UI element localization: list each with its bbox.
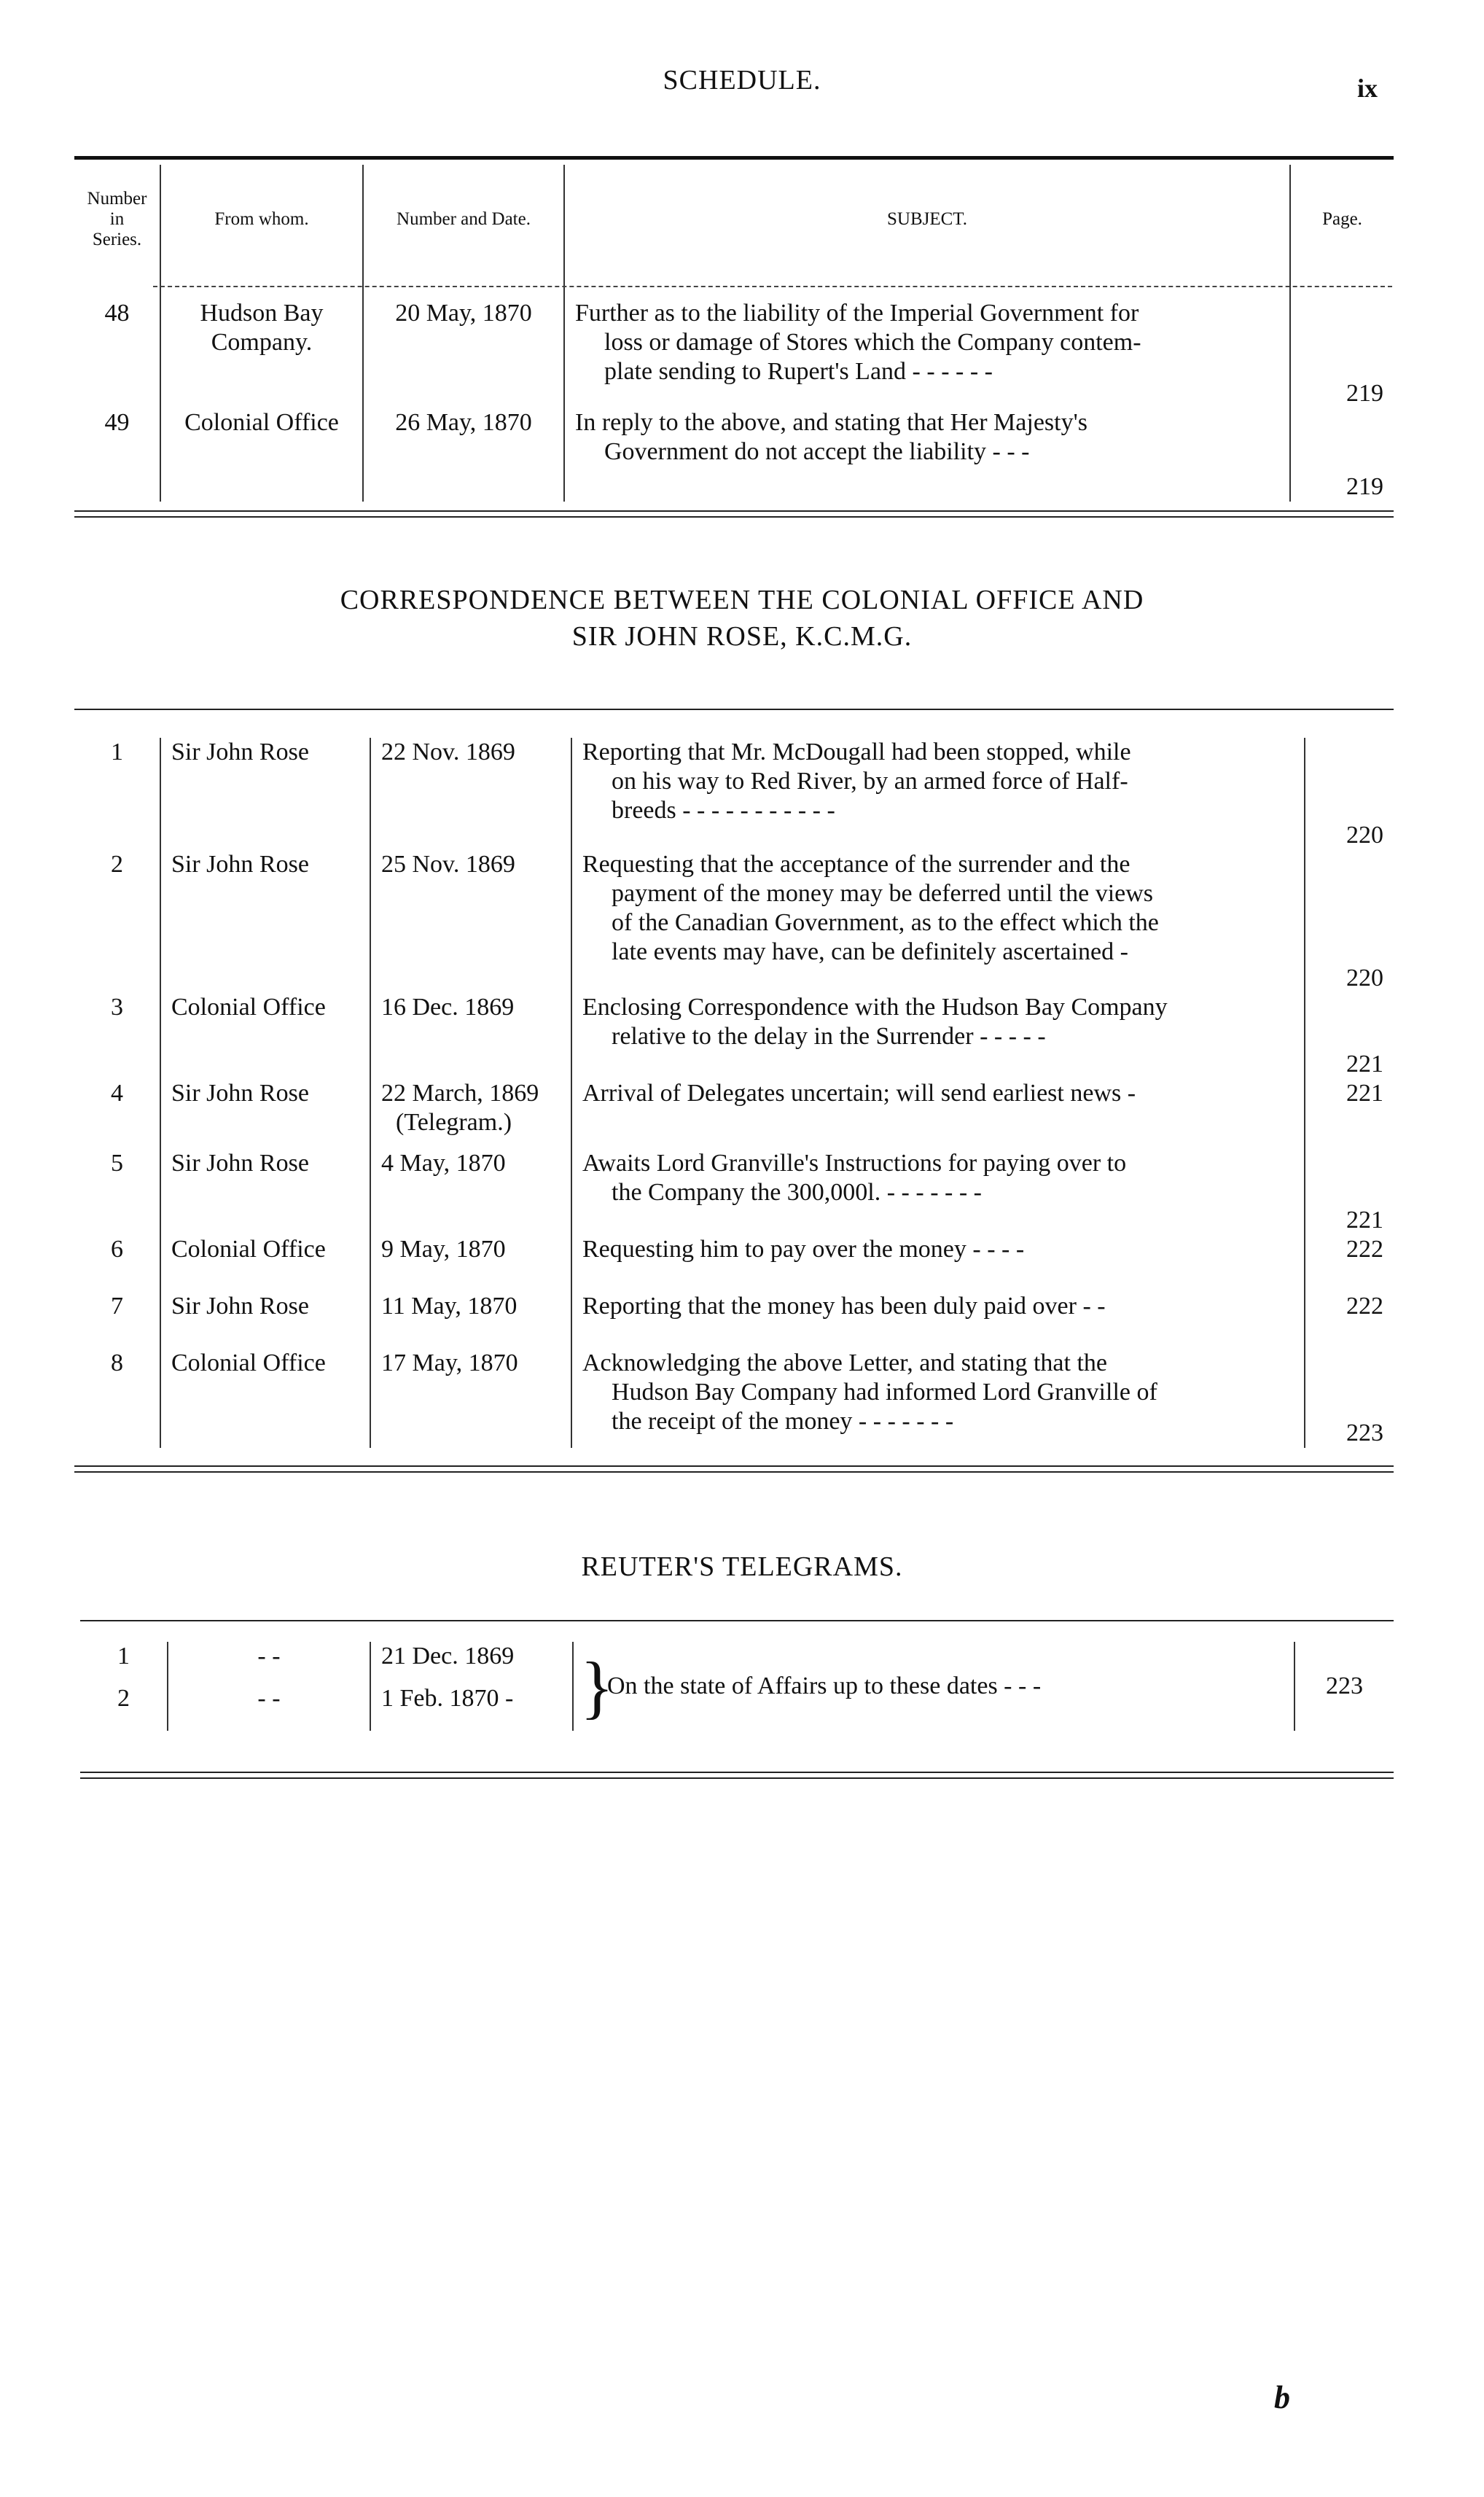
table-row	[74, 850, 1394, 993]
subject-line: Acknowledging the above Letter, and stating that the	[582, 1349, 1107, 1376]
header-number-in-series: Number in Series.	[87, 189, 147, 249]
row-date	[370, 1079, 571, 1149]
row-subject	[571, 1079, 1305, 1149]
signature-mark: b	[1274, 2380, 1290, 2415]
row-date: 9 May, 1870	[370, 1235, 571, 1292]
row-from: Sir John Rose	[160, 850, 370, 993]
row-page: 219	[1290, 299, 1394, 408]
subject-line: Requesting him to pay over the money - - - -	[582, 1236, 1025, 1263]
row-date: 20 May, 1870	[363, 299, 564, 408]
header-page: Page.	[1290, 165, 1394, 274]
subject-line: plate sending to Rupert's Land - - - - - -	[604, 358, 993, 385]
row-subject	[571, 738, 1305, 850]
subject-line: breeds - - - - - - - - - - -	[612, 797, 835, 824]
subject-line: loss or damage of Stores which the Company contem-	[604, 329, 1141, 356]
schedule-bottom-rule-2	[74, 516, 1394, 518]
header-subject: SUBJECT.	[564, 165, 1290, 274]
row-number: 8	[111, 1349, 123, 1376]
row-page: 221	[1305, 993, 1394, 1079]
row-date: 22 Nov. 1869	[370, 738, 571, 850]
schedule-table	[74, 165, 1394, 502]
row-page: 223	[1305, 1349, 1394, 1448]
table-row	[80, 1642, 1394, 1684]
table-row	[74, 738, 1394, 850]
row-number: 48	[104, 300, 130, 327]
subject-line: Government do not accept the liability - - -	[604, 438, 1030, 465]
subject-line: of the Canadian Government, as to the effect which the	[612, 909, 1159, 936]
row-date: 25 Nov. 1869	[370, 850, 571, 993]
table-row	[74, 1079, 1394, 1149]
row-number: 6	[111, 1236, 123, 1263]
row-subject	[571, 1149, 1305, 1235]
row-from: Colonial Office	[160, 408, 363, 502]
schedule-bottom-rule	[74, 510, 1394, 512]
table-row	[74, 299, 1394, 408]
row-from: Sir John Rose	[160, 1292, 370, 1349]
table-row	[74, 408, 1394, 502]
row-subject	[571, 1349, 1305, 1448]
row-subject	[571, 850, 1305, 993]
row-date: 17 May, 1870	[370, 1349, 571, 1448]
row-number: 7	[111, 1293, 123, 1320]
row-number: 4	[111, 1080, 123, 1107]
table-row	[74, 1149, 1394, 1235]
row-date: 21 Dec. 1869	[370, 1642, 573, 1684]
row-page: 221	[1305, 1149, 1394, 1235]
reuters-bottom-rule	[80, 1772, 1394, 1773]
subject-line: late events may have, can be definitely ascertained -	[612, 938, 1128, 965]
subject-line: In reply to the above, and stating that Her Majesty's	[575, 409, 1087, 436]
subject-line: Further as to the liability of the Imperial Government for	[575, 300, 1139, 327]
brace-icon: }	[580, 1648, 614, 1726]
subject-line: Requesting that the acceptance of the surrender and the	[582, 851, 1130, 878]
row-page: 219	[1290, 408, 1394, 502]
correspondence-heading-line1: CORRESPONDENCE BETWEEN THE COLONIAL OFFICE AND	[340, 585, 1144, 615]
row-page: 221	[1305, 1079, 1394, 1149]
row-from: Colonial Office	[160, 1349, 370, 1448]
row-date: 1 Feb. 1870 -	[370, 1684, 573, 1731]
reuters-table	[80, 1642, 1394, 1731]
table-row	[74, 1349, 1394, 1448]
row-from: Sir John Rose	[160, 738, 370, 850]
row-subject	[571, 993, 1305, 1079]
row-page: 220	[1305, 850, 1394, 993]
row-from: - -	[168, 1642, 370, 1684]
row-number: 1	[111, 739, 123, 766]
schedule-top-rule	[74, 156, 1394, 160]
subject-line: payment of the money may be deferred until the views	[612, 880, 1154, 907]
row-page: 222	[1305, 1292, 1394, 1349]
reuters-page: 223	[1294, 1642, 1394, 1731]
row-subject	[564, 299, 1290, 408]
header-separator	[153, 286, 1392, 287]
subject-line: on his way to Red River, by an armed force of Half-	[612, 768, 1128, 795]
row-date: 16 Dec. 1869	[370, 993, 571, 1079]
running-title: SCHEDULE.	[663, 65, 821, 96]
correspondence-heading-line2: SIR JOHN ROSE, K.C.M.G.	[571, 621, 913, 652]
header-number-and-date: Number and Date.	[363, 165, 564, 274]
row-from: - -	[168, 1684, 370, 1731]
subject-line: relative to the delay in the Surrender - - - - -	[612, 1023, 1046, 1050]
subject-line: Hudson Bay Company had informed Lord Granville of	[612, 1379, 1157, 1406]
row-date: 4 May, 1870	[370, 1149, 571, 1235]
row-number: 5	[111, 1150, 123, 1177]
row-number: 2	[117, 1685, 130, 1712]
subject-line: Reporting that Mr. McDougall had been stopped, while	[582, 739, 1131, 766]
header-from-whom: From whom.	[160, 165, 363, 274]
row-number: 1	[117, 1643, 130, 1670]
row-date: 11 May, 1870	[370, 1292, 571, 1349]
reuters-bottom-rule-2	[80, 1777, 1394, 1779]
correspondence-bottom-rule-2	[74, 1471, 1394, 1473]
subject-line: Reporting that the money has been duly paid over - -	[582, 1293, 1106, 1320]
row-from: Hudson Bay Company.	[160, 299, 363, 408]
reuters-heading: REUTER'S TELEGRAMS.	[581, 1551, 903, 1582]
row-number: 3	[111, 994, 123, 1021]
row-date: 26 May, 1870	[363, 408, 564, 502]
row-from: Colonial Office	[160, 993, 370, 1079]
date-value: 22 March, 1869	[381, 1080, 539, 1107]
subject-line: the receipt of the money - - - - - - -	[612, 1408, 954, 1435]
row-page: 222	[1305, 1235, 1394, 1292]
correspondence-table	[74, 738, 1394, 1448]
reuters-subject: On the state of Affairs up to these dates - - -	[573, 1642, 1294, 1731]
subject-line: Enclosing Correspondence with the Hudson Bay Company	[582, 994, 1168, 1021]
date-note: (Telegram.)	[396, 1109, 512, 1136]
row-subject	[571, 1292, 1305, 1349]
table-row	[74, 1235, 1394, 1292]
row-from: Colonial Office	[160, 1235, 370, 1292]
correspondence-top-rule	[74, 709, 1394, 710]
table-row	[74, 993, 1394, 1079]
page-number: ix	[1357, 74, 1378, 103]
reuters-top-rule	[80, 1620, 1394, 1621]
subject-line: the Company the 300,000l. - - - - - - -	[612, 1179, 982, 1206]
row-subject	[571, 1235, 1305, 1292]
row-subject	[564, 408, 1290, 502]
correspondence-bottom-rule	[74, 1465, 1394, 1467]
subject-line: Arrival of Delegates uncertain; will send earliest news -	[582, 1080, 1136, 1107]
table-row	[74, 1292, 1394, 1349]
row-from: Sir John Rose	[160, 1149, 370, 1235]
subject-line: Awaits Lord Granville's Instructions for paying over to	[582, 1150, 1127, 1177]
row-page: 220	[1305, 738, 1394, 850]
row-number: 49	[104, 409, 130, 436]
row-number: 2	[111, 851, 123, 878]
row-from: Sir John Rose	[160, 1079, 370, 1149]
